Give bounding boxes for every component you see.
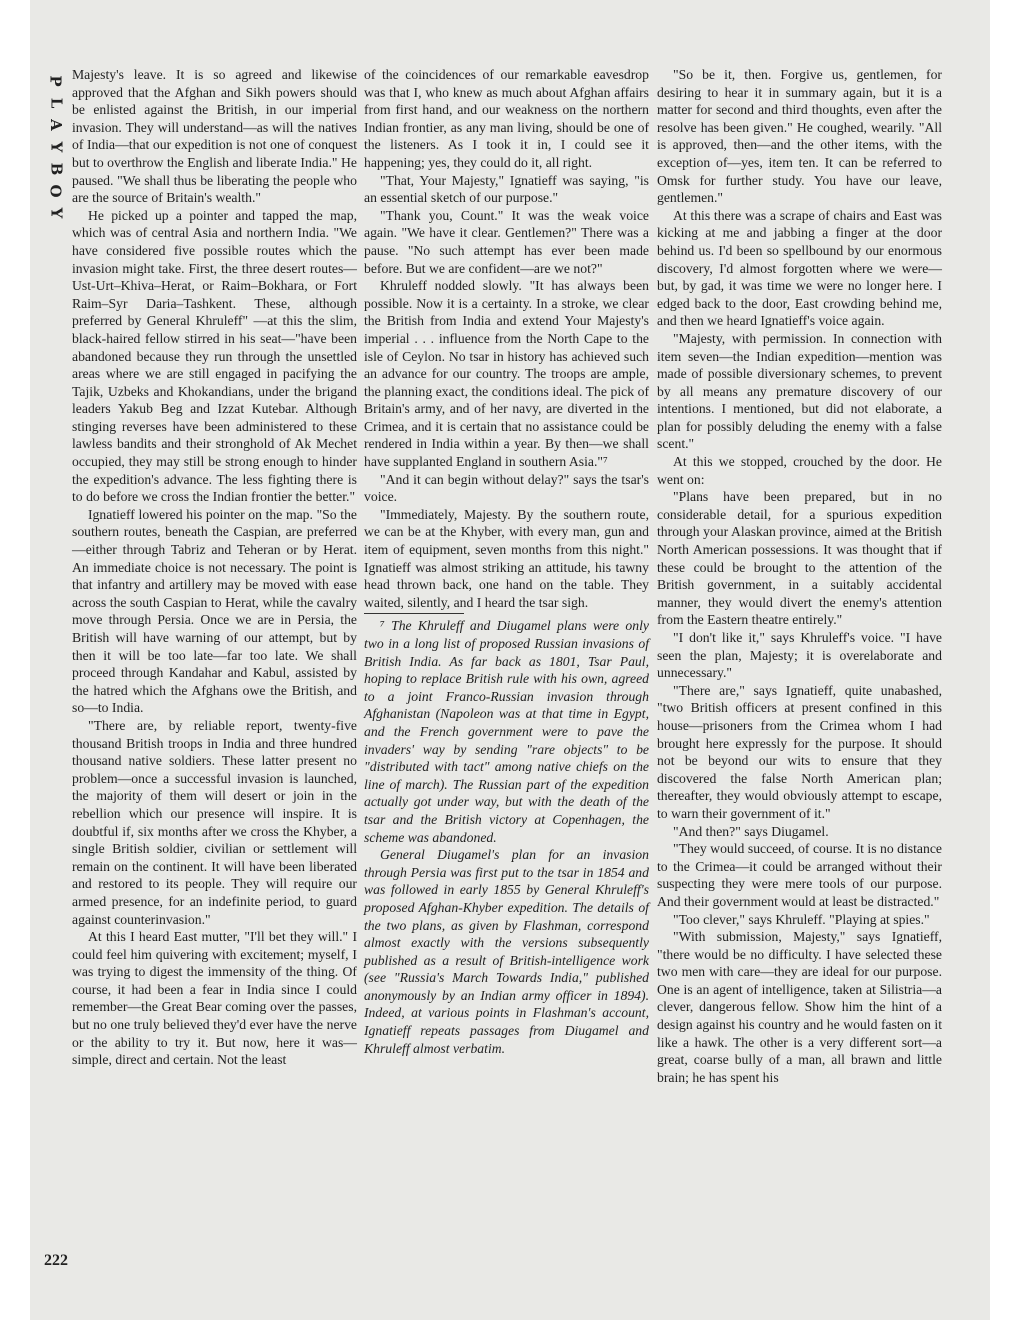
masthead-letter: Y xyxy=(47,207,65,219)
body-paragraph: Majesty's leave. It is so agreed and likewise approved that the Afghan and Sikh powers should be enlisted against the British, in our imperial invasion. They will understand—as will the natives of India—that our expedition is not one of conquest but to overthrow the English and liberate India." He paused. "We shall thus be liberating the people who are the source of Britain's wealth." xyxy=(72,67,357,206)
body-paragraph: "That, Your Majesty," Ignatieff was saying, "is an essential sketch of our purpose." xyxy=(364,172,649,206)
masthead-letter: O xyxy=(46,184,65,198)
page-number: 222 xyxy=(44,1252,68,1269)
footnote-paragraph: ⁷ The Khruleff and Diugamel plans were only two in a long list of proposed Russian invasions of British India. As far back as 1801, Tsar Paul, hoping to replace British rule with his own, agreed to a joint Franco-Russian invasion through Afghanistan (Napoleon was at that time in Egypt, and the French government were to pave the invaders' way by sending "rare objects" to be "distributed with tact" among native chiefs on the line of march). The Russian part of the expedition actually got under way, but with the death of the tsar and the British victory at Copenhagen, the scheme was abandoned. xyxy=(364,618,649,845)
masthead-letter: Y xyxy=(47,141,65,153)
masthead-letter: A xyxy=(46,119,65,131)
footnote-rule xyxy=(364,613,464,614)
body-paragraph: "So be it, then. Forgive us, gentlemen, for desiring to hear it in summary again, but it is a matter for second and third thoughts, even after the resolve has been given." He coughed, wearily. "All is approved, then—and the other items, with the exception of—yes, item ten. It can be referred to Omsk for further study. You have our leave, gentlemen." xyxy=(657,67,942,206)
body-paragraph: He picked up a pointer and tapped the map, which was of central Asia and northern India. "We have considered five possible routes which the invasion might take. First, the three desert routes—Ust-Urt–Khiva–Herat, or Raim–Bokhara, or Fort Raim–Syr Daria–Tashkent. These, although preferred by General Khruleff" —at this the slim, black-haired fellow stirred in his seat—"have been abandoned because they run through the unsettled areas where we are still engaged in pacifying the Tajik, Uzbeks and Khokandians, under the brigand leaders Yakub Beg and Izzat Kutebar. Although stinging reverses have been administered to these lawless bandits and their stronghold of Ak Mechet occupied, they may still be strong enough to hinder the expedition's advance. The less fighting there is to do before we cross the Indian frontier the better." xyxy=(72,207,357,505)
masthead-playboy xyxy=(44,70,68,224)
body-paragraph: "I don't like it," says Khruleff's voice. "I have seen the plan, Majesty; it is overelaborate and unnecessary." xyxy=(657,630,942,681)
body-paragraph: "Immediately, Majesty. By the southern route, we can be at the Khyber, with every man, gun and item of equipment, seven months from this night." Ignatieff was almost striking an attitude, his tawny head thrown back, one hand on the table. They waited, silently, and I heard the tsar sigh. xyxy=(364,506,649,610)
body-paragraph: At this there was a scrape of chairs and East was kicking at me and jabbing a finger at the door behind us. I'd been so spellbound by our enormous discovery, I'd almost forgotten where we were—but, by gad, it was time we were no longer here. I edged back to the door, East crowding behind me, and then we heard Ignatieff's voice again. xyxy=(657,207,942,329)
body-paragraph: "There are," says Ignatieff, quite unabashed, "two British officers at present confined in this house—prisoners from the Crimea whom I had brought here expressly for the purpose. It should not be beyond our wits to ensure that they discovered the false North American plan; thereafter, they would obviously attempt to escape, to warn their government of it." xyxy=(657,682,942,821)
body-paragraph: "There are, by reliable report, twenty-five thousand British troops in India and three hundred thousand native soldiers. These latter present no problem—once a successful invasion is launched, the majority of them will desert or join in the rebellion which our presence will inspire. It is doubtful if, six months after we cross the Khyber, a single British soldier, civilian or settlement will remain on the continent. It will have been liberated and restored to its people. They will require our armed presence, for an indefinite period, to guard against counterinvasion." xyxy=(72,717,357,927)
body-paragraph: "With submission, Majesty," says Ignatieff, "there would be no difficulty. I have selected these two men with care—they are ideal for our purpose. One is an agent of intelligence, taken at Silistria—a clever, dangerous fellow. Show him the hint of a design against his country and he would fasten on it like a hawk. The other is a very different sort—a great, coarse bully of a man, all brawn and little brain; he has spent his xyxy=(657,929,942,1085)
footnote-paragraph: General Diugamel's plan for an invasion through Persia was first put to the tsar in 1854 and was followed in early 1855 by General Khruleff's proposed Afghan-Khyber expedition. The details of the two plans, as given by Flashman, correspond almost exactly with the versions subsequently published as a result of British-intelligence work (see "Russia's March Towards India," published anonymously by an Indian army officer in 1894). Indeed, at various points in Flashman's account, Ignatieff repeats passages from Diugamel and Khruleff almost verbatim. xyxy=(364,847,649,1056)
body-paragraph: Khruleff nodded slowly. "It has always been possible. Now it is a certainty. In a stroke, we clear the British from India and extend Your Majesty's imperial . . . influence from the North Cape to the isle of Ceylon. No tsar in history has achieved such an advance for our country. The troops are ample, the planning exact, the conditions ideal. The pick of Britain's army, and of her navy, are diverted in the Crimea, and it is certain that no assistance could be rendered in India within a year. By then—we shall have supplanted England in southern Asia."⁷ xyxy=(364,278,649,470)
text-column-1 xyxy=(72,66,357,1069)
body-paragraph: "Plans have been prepared, but in no considerable detail, for a spurious expedition through your Alaskan province, aimed at the British North American possessions. It was thought that if these could be brought to the attention of the British government, in a suitably accidental manner, they would divert the enemy's attention from the Eastern theatre entirely." xyxy=(657,489,942,628)
body-paragraph: At this I heard East mutter, "I'll bet they will." I could feel him quivering with excitement; myself, I was trying to digest the immensity of the thing. Of course, it had been a fear in India since I could remember—the Great Bear coming over the passes, but no one truly believed they'd ever have the nerve or the ability to try it. But now, here it was—simple, direct and certain. Not the least xyxy=(72,929,357,1068)
body-paragraph: "They would succeed, of course. It is no distance to the Crimea—it could be arranged without their suspecting they were mere tools of our purpose. And their government would at least be distracted." xyxy=(657,841,942,909)
body-paragraph: Ignatieff lowered his pointer on the map. "So the southern routes, beneath the Caspian, are preferred—either through Tabriz and Teheran or by Herat. An immediate choice is not necessary. The point is that infantry and artillery may be moved with ease across the south Caspian to Herat, while the cavalry move through Persia. Once we are in Persia, the British will have warning of our attempt, but by then it will be too late—far too late. We shall proceed through Kandahar and Kabul, assisted by the hatred which the Afghans owe the British, and so—to India. xyxy=(72,506,357,716)
text-column-3 xyxy=(657,66,942,1086)
masthead-letter: L xyxy=(46,97,65,109)
text-column-2 xyxy=(364,66,649,1057)
body-paragraph: "Thank you, Count." It was the weak voice again. "We have it clear. Gentlemen?" There was a pause. "No such attempt has ever been made before. But we are confident—are we not?" xyxy=(364,207,649,276)
body-paragraph: At this we stopped, crouched by the door. He went on: xyxy=(657,454,942,487)
body-paragraph: of the coincidences of our remarkable eavesdrop was that I, who knew as much about Afghan affairs from first hand, and our weakness on the northern Indian frontier, as any man living, should be one of the listeners. As I took it in, I could see it happening; yes, they could do it, all right. xyxy=(364,67,649,170)
body-paragraph: "Majesty, with permission. In connection with item seven—the Indian expedition—mention was made of possible diversionary schemes, to prevent by all means any premature discovery of our intentions. I mentioned, but did not elaborate, a plan for possibly deluding the enemy with a false scent." xyxy=(657,330,942,452)
body-paragraph: "Too clever," says Khruleff. "Playing at spies." xyxy=(673,911,930,927)
magazine-page xyxy=(30,0,990,1320)
body-paragraph: "And then?" says Diugamel. xyxy=(673,823,829,839)
masthead-letter: B xyxy=(47,162,65,176)
masthead-letter: P xyxy=(47,75,65,87)
body-paragraph: "And it can begin without delay?" says the tsar's voice. xyxy=(364,471,649,505)
